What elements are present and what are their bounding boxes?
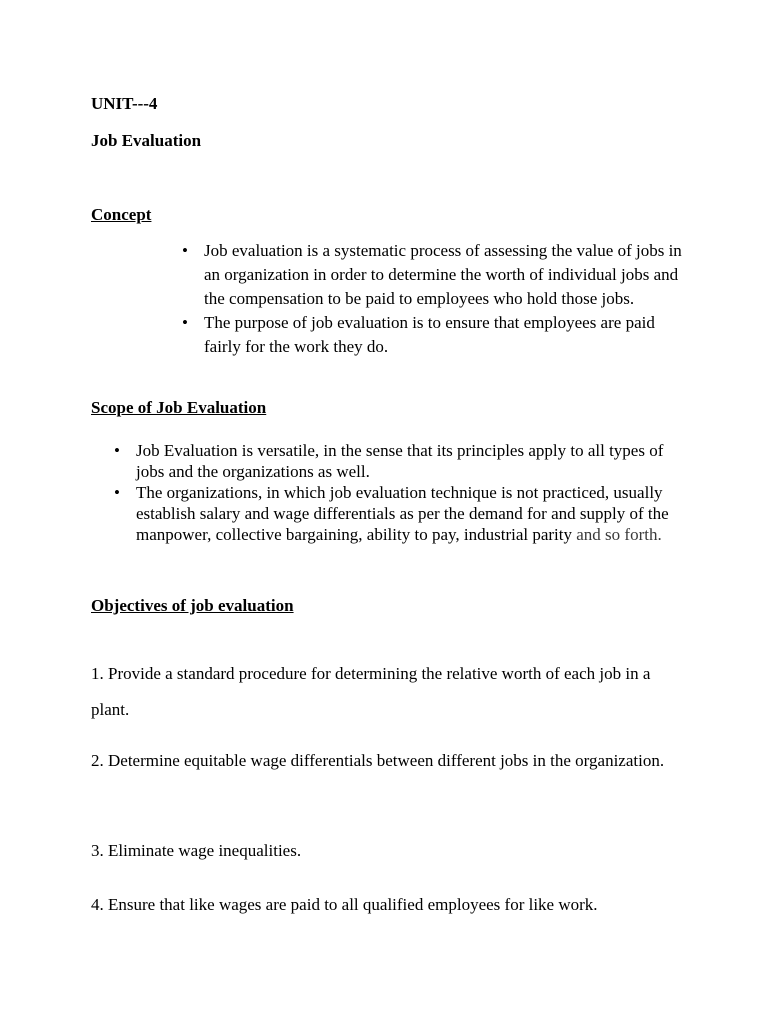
objectives-heading: Objectives of job evaluation [91,596,294,615]
list-item-text: Job Evaluation is versatile, in the sense that its principles apply to all types of jobs and the organizations as well. [136,441,664,481]
objective-item: 3. Eliminate wage inequalities. [91,841,302,860]
list-item [182,311,684,359]
bullet-icon: • [182,313,188,332]
concept-heading: Concept [91,205,152,224]
bullet-icon: • [114,483,120,502]
list-item-text: The organizations, in which job evaluation technique is not practiced, usually establish salary and wage differentials as per the demand for and supply of the manpower, collective bargaining, ability to pay, industrial parity [136,483,669,544]
objective-item: 4. Ensure that like wages are paid to all qualified employees for like work. [91,895,598,914]
unit-label: UNIT---4 [91,94,158,113]
bullet-icon: • [114,441,120,460]
page-title: Job Evaluation [91,131,202,150]
bullet-icon: • [182,241,188,260]
objective-item: 1. Provide a standard procedure for determining the relative worth of each job in a plant. [91,664,651,719]
list-item-text: Job evaluation is a systematic process of assessing the value of jobs in an organization in order to determine the worth of individual jobs and the compensation to be paid to employees who hold those jobs. [204,241,682,308]
list-item [114,440,671,482]
scope-list [114,440,671,545]
concept-list [182,239,684,359]
list-item-text-tail: and so forth. [572,525,662,544]
list-item [182,239,684,311]
objective-item: 2. Determine equitable wage differentials between different jobs in the organization. [91,751,665,770]
scope-heading: Scope of Job Evaluation [91,398,267,417]
list-item-text: The purpose of job evaluation is to ensure that employees are paid fairly for the work they do. [204,313,655,356]
list-item [114,482,671,545]
